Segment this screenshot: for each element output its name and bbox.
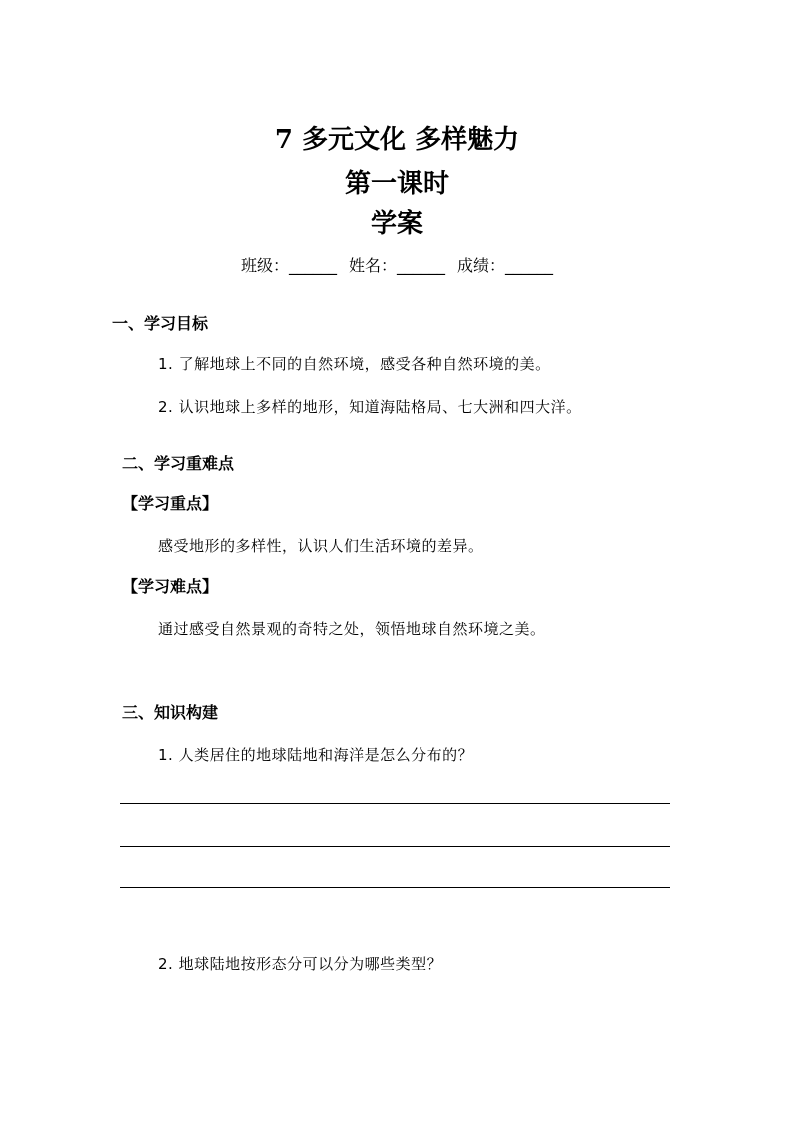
student-info-row: [0, 254, 794, 278]
objective-item: 1. 了解地球上不同的自然环境，感受各种自然环境的美。: [158, 355, 551, 373]
focus-text: 感受地形的多样性，认识人们生活环境的差异。: [158, 537, 484, 555]
name-field[interactable]: 姓名：______: [348, 256, 445, 275]
answer-line[interactable]: [120, 803, 670, 804]
objectives-heading: 一、学习目标: [112, 314, 209, 333]
answer-line[interactable]: [120, 887, 670, 888]
answer-line[interactable]: [120, 846, 670, 847]
class-field[interactable]: 班级：______: [240, 256, 337, 275]
question-1: 1. 人类居住的地球陆地和海洋是怎么分布的？: [158, 746, 474, 764]
score-field[interactable]: 成绩：______: [457, 256, 554, 275]
question-2: 2. 地球陆地按形态分可以分为哪些类型？: [158, 955, 443, 973]
lesson-title: 7 多元文化 多样魅力: [274, 125, 520, 155]
lesson-period: 第一课时: [344, 169, 449, 199]
key-points-heading: 二、学习重难点: [122, 454, 235, 473]
objective-item: 2. 认识地球上多样的地形，知道海陆格局、七大洲和四大洋。: [158, 398, 582, 416]
doc-type-title: 学案: [370, 209, 423, 239]
difficulty-text: 通过感受自然景观的奇特之处，领悟地球自然环境之美。: [158, 620, 546, 638]
focus-label: 【学习重点】: [122, 494, 219, 513]
knowledge-heading: 三、知识构建: [122, 703, 219, 722]
difficulty-label: 【学习难点】: [122, 577, 219, 596]
